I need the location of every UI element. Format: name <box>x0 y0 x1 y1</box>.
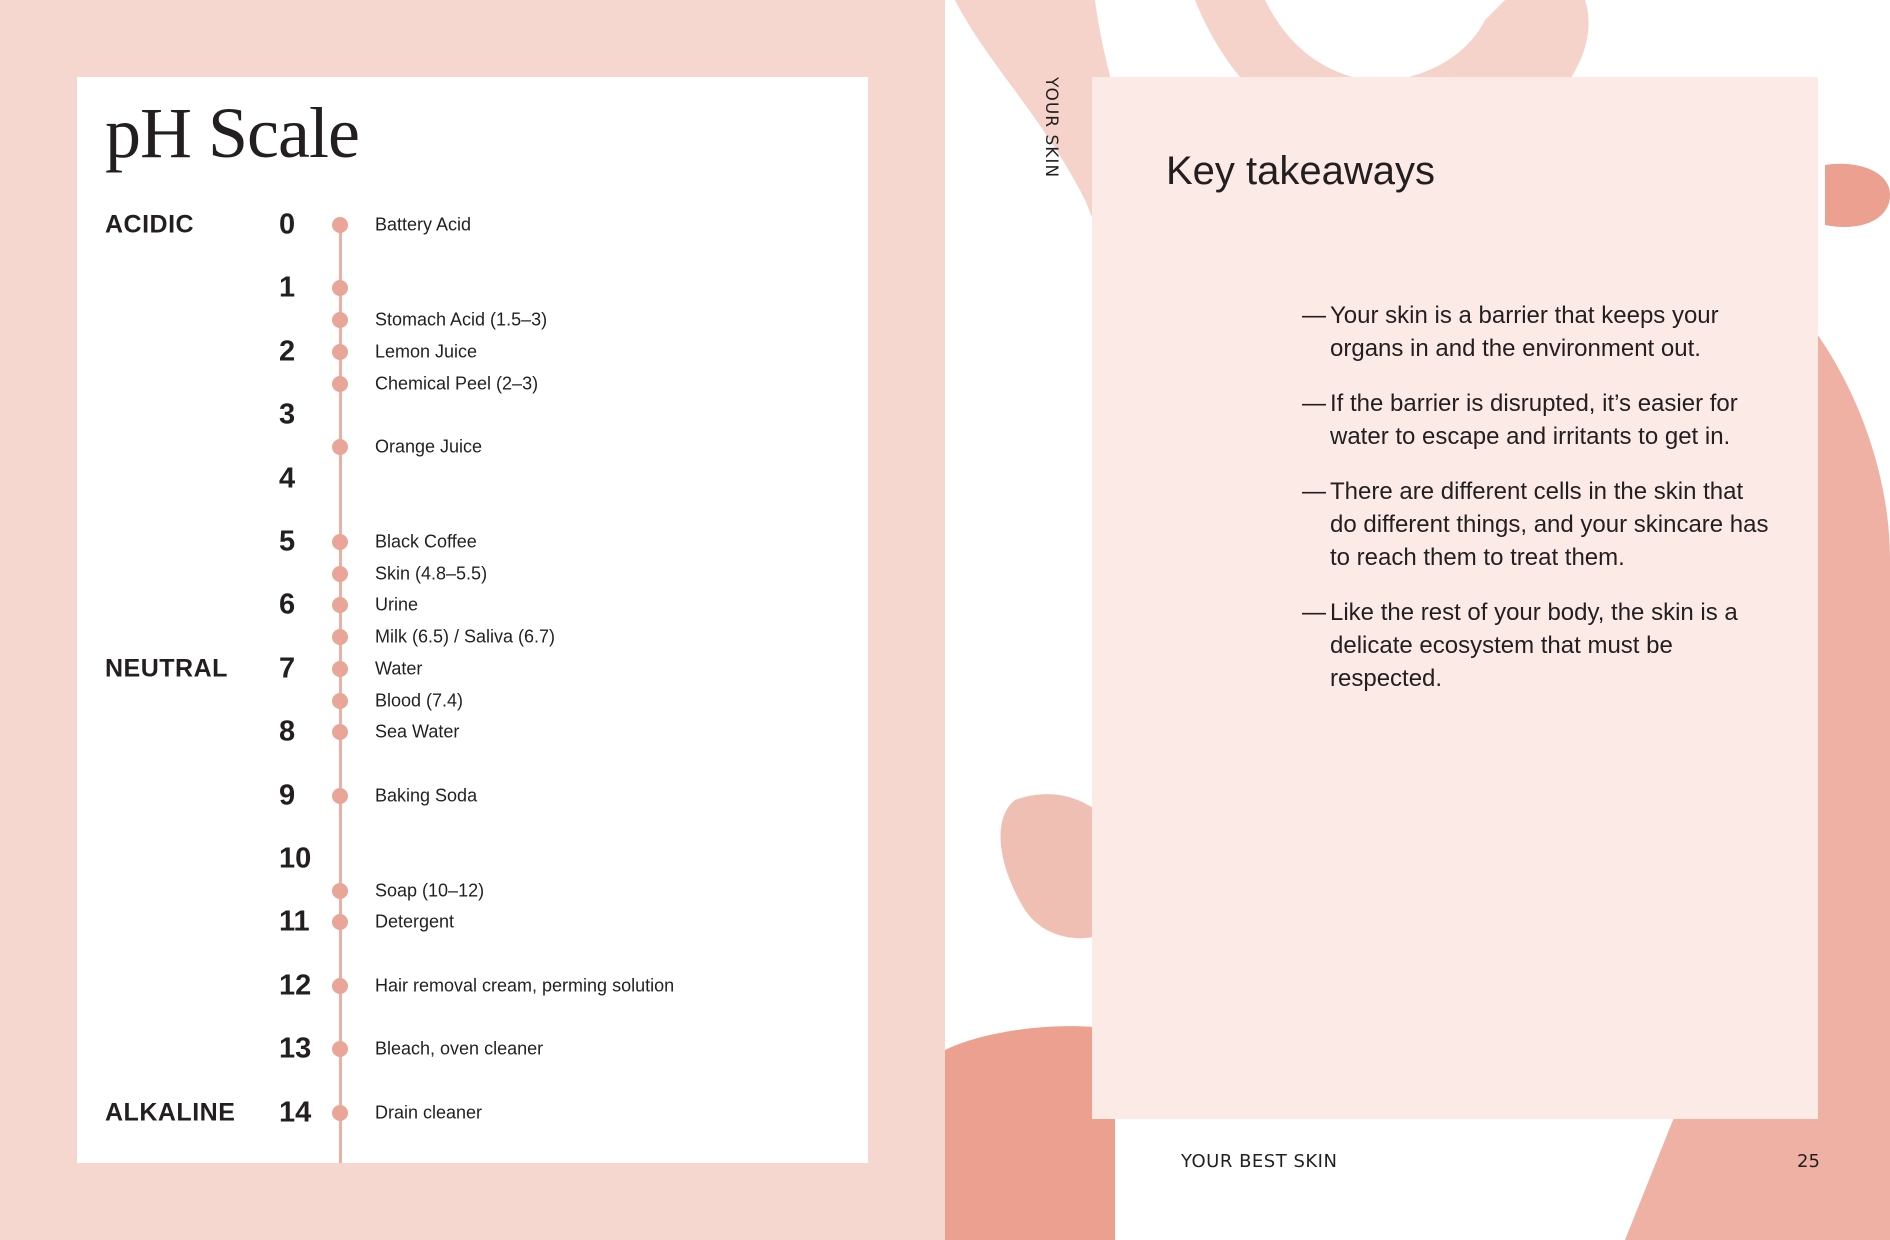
ph-number: 2 <box>279 335 296 368</box>
ph-number: 14 <box>279 1096 312 1129</box>
blob-bottom-left <box>945 1026 1115 1240</box>
ph-item-label: Detergent <box>375 911 455 932</box>
ph-scale-card <box>77 77 868 1163</box>
takeaway-text: There are different cells in the skin that do different things, and your skincare has to reach them to treat them. <box>1330 478 1769 571</box>
ph-item-label: Blood (7.4) <box>375 690 464 710</box>
ph-item-label: Orange Juice <box>375 436 483 457</box>
ph-dot-marker <box>332 566 348 582</box>
ph-number: 9 <box>279 779 296 812</box>
key-takeaways-card <box>1092 77 1818 1119</box>
ph-dot-marker <box>332 312 348 328</box>
takeaway-item <box>1302 387 1772 453</box>
ph-dot-marker <box>332 914 348 930</box>
ph-item-label: Skin (4.8–5.5) <box>375 563 488 584</box>
running-head-text: YOUR SKIN <box>1041 77 1061 179</box>
category-neutral: NEUTRAL <box>105 654 228 683</box>
ph-dot-marker <box>332 280 348 296</box>
ph-item-label: Milk (6.5) / Saliva (6.7) <box>375 626 556 647</box>
blob-right-top <box>1825 164 1890 227</box>
ph-dot-marker <box>332 344 348 360</box>
ph-number: 4 <box>279 462 296 495</box>
ph-number: 7 <box>279 652 296 685</box>
ph-dot-marker <box>332 629 348 645</box>
ph-dot-marker <box>332 376 348 392</box>
ph-number: 3 <box>279 398 296 431</box>
category-alkaline: ALKALINE <box>105 1098 236 1127</box>
category-acidic: ACIDIC <box>105 210 195 239</box>
ph-dot-marker <box>332 534 348 550</box>
ph-dot-marker <box>332 597 348 613</box>
ph-number: 5 <box>279 525 296 558</box>
takeaway-item <box>1302 475 1772 574</box>
ph-dot-marker <box>332 724 348 740</box>
ph-dot-marker <box>332 1105 348 1121</box>
ph-number: 10 <box>279 842 312 875</box>
ph-item-label: Baking Soda <box>375 785 478 806</box>
ph-dot-marker <box>332 661 348 677</box>
ph-item-label: Hair removal cream, perming solution <box>375 975 675 996</box>
ph-scale-title: pH Scale <box>105 93 359 173</box>
takeaway-text: Like the rest of your body, the skin is a delicate ecosystem that must be respected. <box>1330 599 1738 692</box>
ph-number: 8 <box>279 715 296 748</box>
takeaways-list <box>1302 299 1772 717</box>
ph-item-label: Lemon Juice <box>375 341 478 362</box>
ph-dot-marker <box>332 788 348 804</box>
ph-item-label: Bleach, oven cleaner <box>375 1038 544 1059</box>
takeaway-text: Your skin is a barrier that keeps your organs in and the environment out. <box>1330 302 1719 362</box>
ph-number: 0 <box>279 208 296 241</box>
takeaway-text: If the barrier is disrupted, it’s easier for water to escape and irritants to get in. <box>1330 390 1738 450</box>
ph-dot-marker <box>332 883 348 899</box>
ph-item-label: Black Coffee <box>375 531 477 552</box>
ph-dot-marker <box>332 978 348 994</box>
dash-marker: — <box>1302 390 1326 417</box>
ph-item-label: Urine <box>375 594 419 615</box>
takeaway-item <box>1302 299 1772 365</box>
ph-number: 6 <box>279 588 296 621</box>
ph-dot-marker <box>332 439 348 455</box>
ph-item-label: Water <box>375 658 423 679</box>
ph-item-label: Soap (10–12) <box>375 880 485 901</box>
takeaway-item <box>1302 596 1772 695</box>
ph-dot-marker <box>332 217 348 233</box>
ph-item-label: Drain cleaner <box>375 1102 483 1123</box>
ph-number: 11 <box>279 905 310 938</box>
footer-book-title: YOUR BEST SKIN <box>1181 1151 1338 1172</box>
ph-number: 13 <box>279 1032 312 1065</box>
ph-dot-marker <box>332 693 348 709</box>
dash-marker: — <box>1302 478 1326 505</box>
right-page <box>945 0 1890 1240</box>
running-head <box>1039 77 1063 177</box>
page-number: 25 <box>1797 1151 1820 1172</box>
blob-bottom-arc <box>1265 1192 1334 1240</box>
dash-marker: — <box>1302 302 1326 329</box>
key-takeaways-title: Key takeaways <box>1166 149 1436 193</box>
ph-item-label: Chemical Peel (2–3) <box>375 373 539 393</box>
ph-item-label: Stomach Acid (1.5–3) <box>375 309 548 330</box>
ph-number: 12 <box>279 969 312 1002</box>
ph-item-label: Sea Water <box>375 721 460 742</box>
ph-number: 1 <box>279 271 296 304</box>
ph-dot-marker <box>332 1041 348 1057</box>
ph-item-label: Battery Acid <box>375 214 472 235</box>
dash-marker: — <box>1302 599 1326 626</box>
